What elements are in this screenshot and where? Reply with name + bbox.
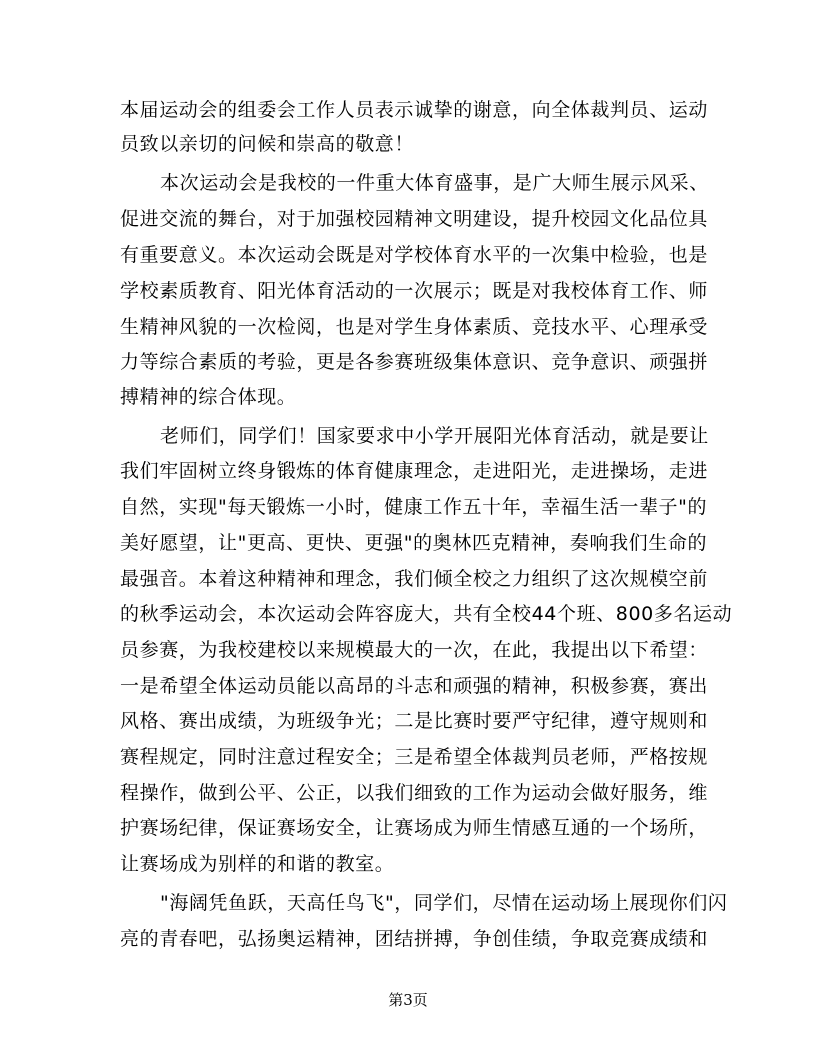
page-number: 第3页 — [388, 991, 428, 1009]
body-text-line: 生精神风貌的一次检阅，也是对学生身体素质、竞技水平、心理承受 — [120, 316, 709, 338]
body-text-line: 最强音。本着这种精神和理念，我们倾全校之力组织了这次规模空前 — [120, 568, 709, 590]
body-text-line: 老师们，同学们！国家要求中小学开展阳光体育活动，就是要让 — [160, 425, 709, 447]
body-text-line: 自然，实现"每天锻炼一小时，健康工作五十年，幸福生活一辈子"的 — [120, 496, 708, 518]
body-text-line: 搏精神的综合体现。 — [120, 386, 297, 408]
body-text-line: 学校素质教育、阳光体育活动的一次展示；既是对我校体育工作、师 — [120, 280, 709, 302]
body-text-line: 让赛场成为别样的和谐的教室。 — [120, 853, 395, 875]
body-text-line: 风格、赛出成绩，为班级争光；二是比赛时要严守纪律，遵守规则和 — [120, 710, 709, 732]
body-text-line: 促进交流的舞台，对于加强校园精神文明建设，提升校园文化品位具 — [120, 208, 709, 230]
body-text-line: 的秋季运动会，本次运动会阵容庞大，共有全校44个班、800多名运动 — [120, 603, 733, 625]
body-text-line: 员参赛，为我校建校以来规模最大的一次，在此，我提出以下希望： — [120, 639, 709, 661]
body-text-line: 护赛场纪律，保证赛场安全，让赛场成为师生情感互通的一个场所， — [120, 817, 709, 839]
body-text-line: 本届运动会的组委会工作人员表示诚挚的谢意，向全体裁判员、运动 — [120, 99, 709, 121]
body-text-line: 力等综合素质的考验，更是各参赛班级集体意识、竞争意识、顽强拼 — [120, 351, 709, 373]
body-text-line: 亮的青春吧，弘扬奥运精神，团结拼搏，争创佳绩，争取竞赛成绩和 — [120, 928, 709, 950]
body-text-line: 本次运动会是我校的一件重大体育盛事，是广大师生展示风采、 — [160, 172, 709, 194]
body-text-line: 有重要意义。本次运动会既是对学校体育水平的一次集中检验，也是 — [120, 244, 709, 266]
body-text-line: "海阔凭鱼跃，天高任鸟飞"，同学们，尽情在运动场上展现你们闪 — [160, 892, 728, 914]
body-text-line: 一是希望全体运动员能以高昂的斗志和顽强的精神，积极参赛，赛出 — [120, 675, 709, 697]
body-text-line: 赛程规定，同时注意过程安全；三是希望全体裁判员老师，严格按规 — [120, 746, 709, 768]
body-text-line: 员致以亲切的问候和崇高的敬意！ — [120, 133, 415, 155]
body-text-line: 我们牢固树立终身锻炼的体育健康理念，走进阳光，走进操场，走进 — [120, 460, 709, 482]
body-text-line: 程操作，做到公平、公正，以我们细致的工作为运动会做好服务，维 — [120, 782, 709, 804]
body-text-line: 美好愿望，让"更高、更快、更强"的奥林匹克精神，奏响我们生命的 — [120, 532, 708, 554]
